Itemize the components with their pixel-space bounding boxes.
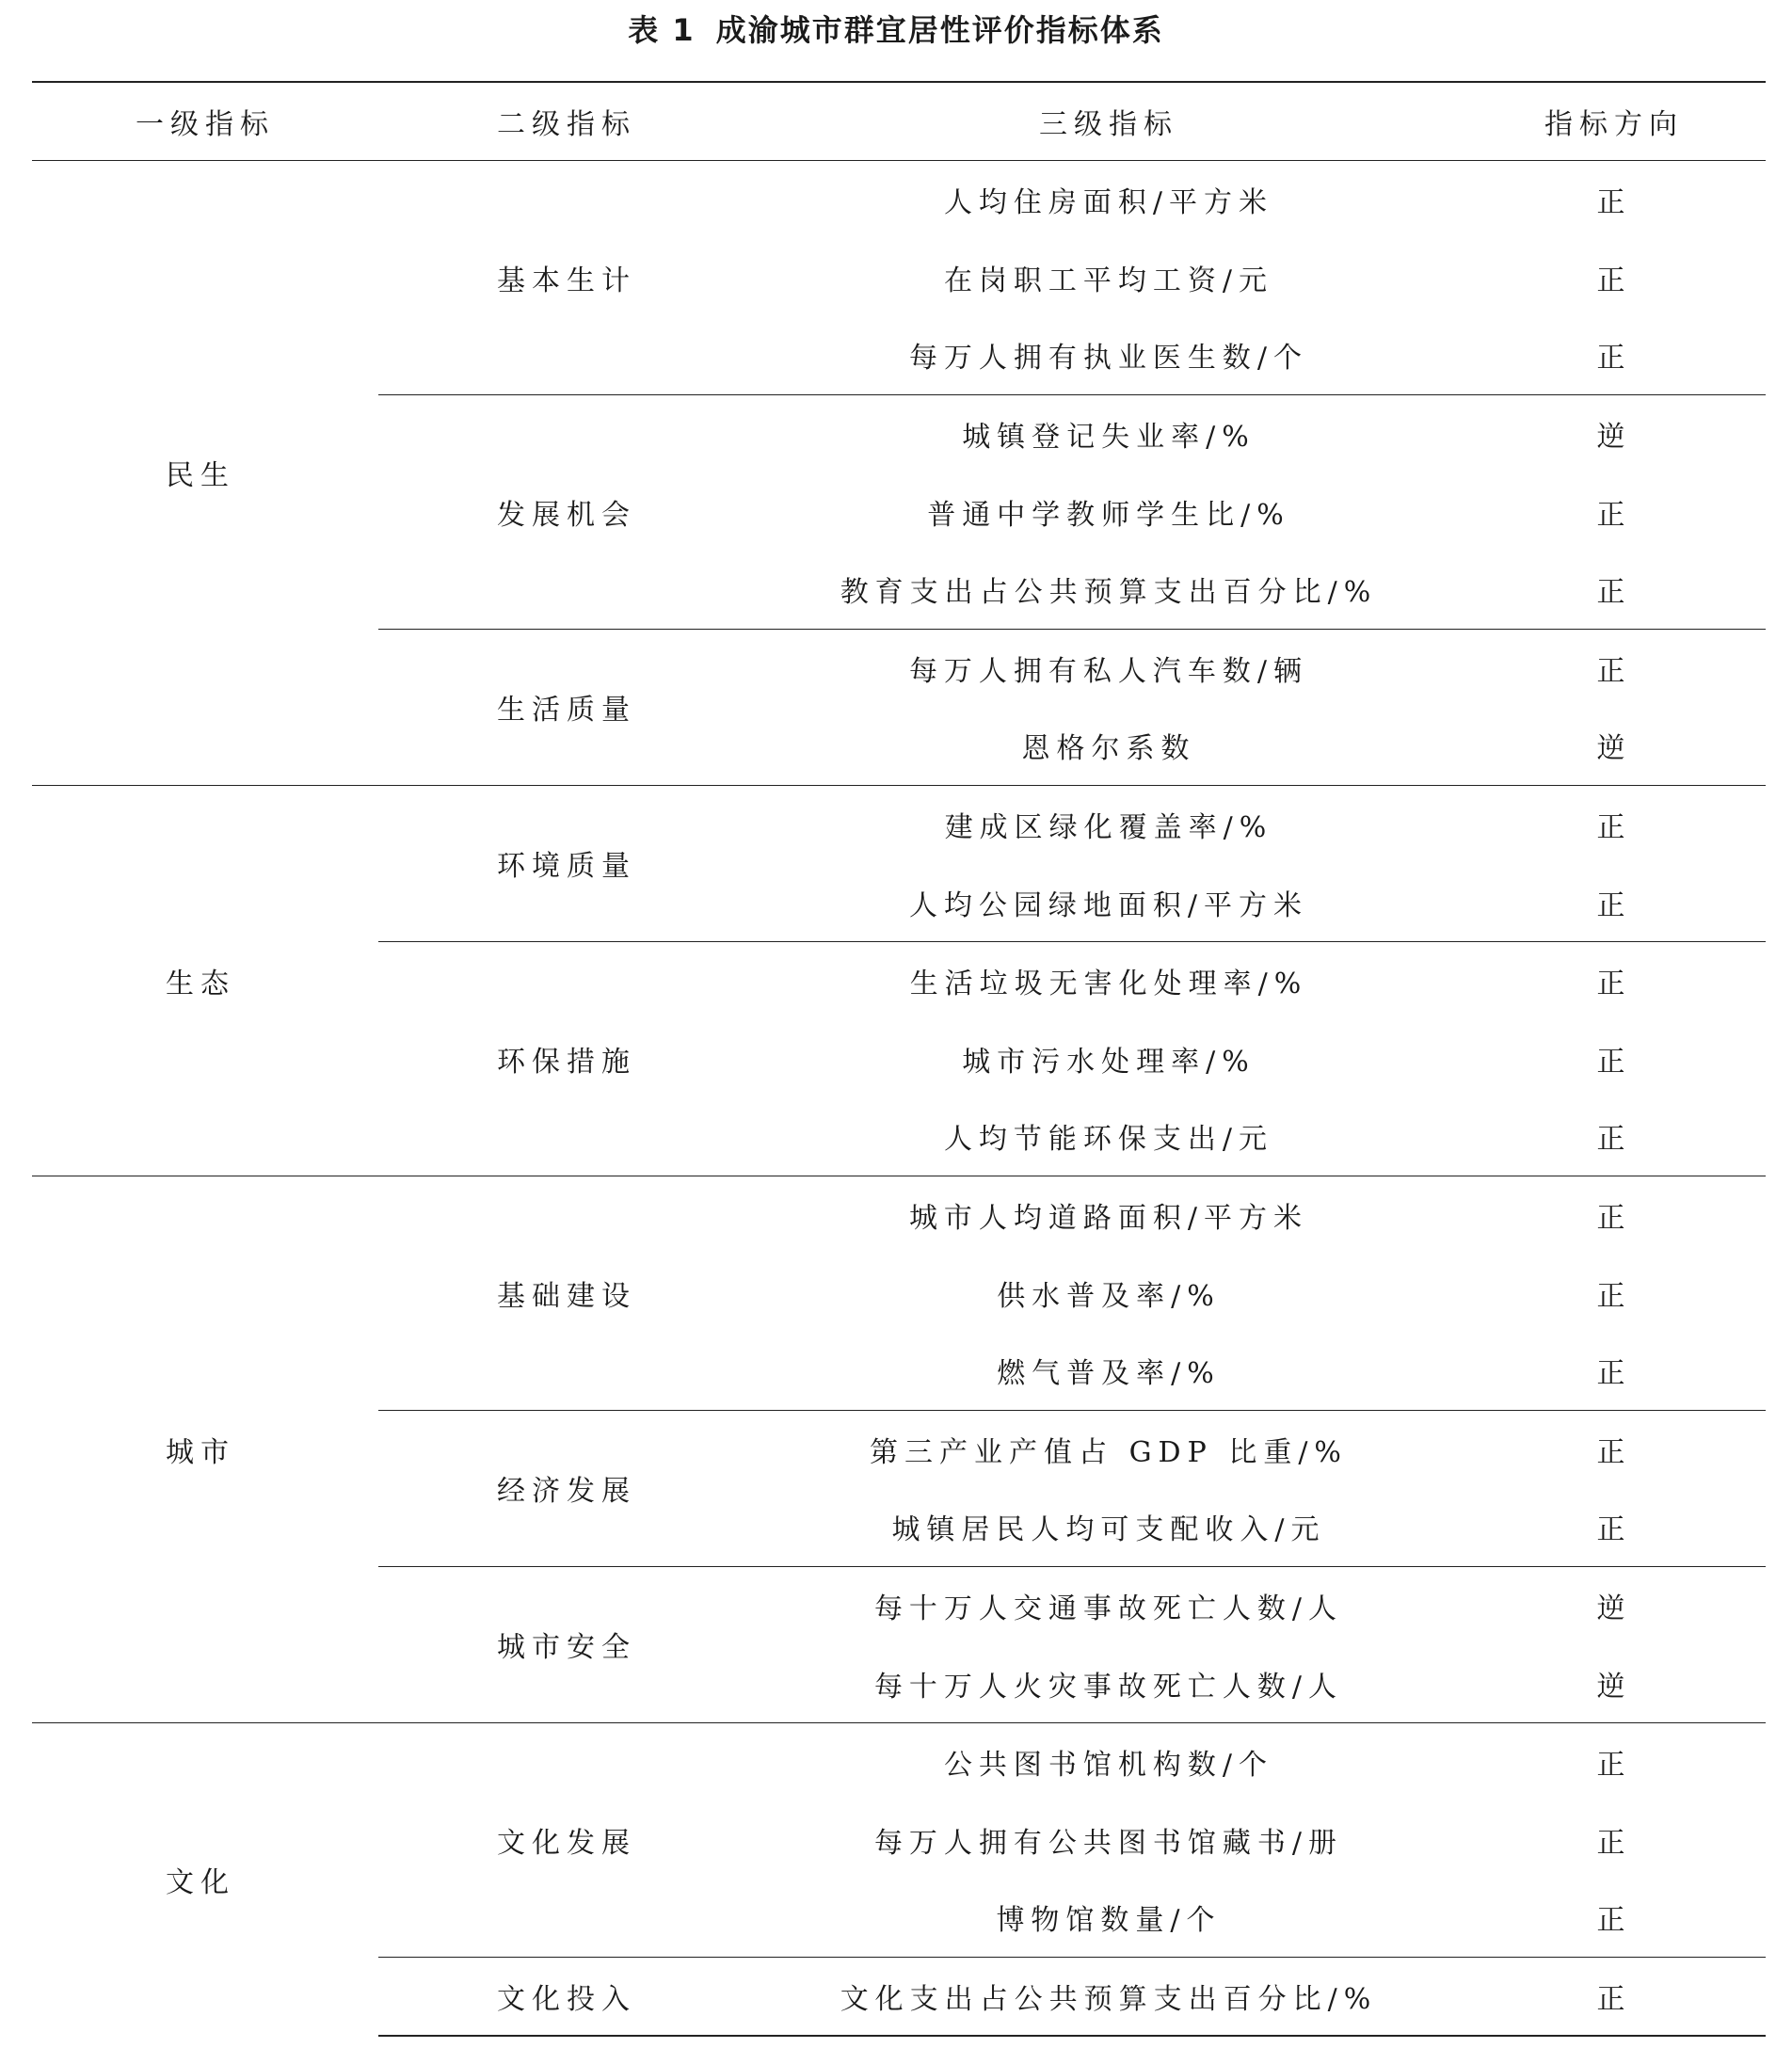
- table-body: [32, 161, 1766, 2037]
- level3-cell: 供水普及率/%: [997, 1279, 1221, 1313]
- level1-cell: 民生: [32, 161, 378, 786]
- table-header: [32, 82, 1766, 161]
- level3-cell: 普通中学教师学生比/%: [927, 498, 1290, 532]
- header-level3: 三级指标: [755, 82, 1463, 161]
- direction-cell: 正: [1596, 1357, 1632, 1391]
- header-direction: 指标方向: [1463, 82, 1766, 161]
- header-level1: 一级指标: [32, 82, 378, 161]
- level3-cell: 每万人拥有执业医生数/个: [908, 342, 1309, 376]
- direction-cell: 正: [1463, 161, 1766, 239]
- level3-cell: 人均节能环保支出/元: [943, 1123, 1274, 1157]
- direction-cell: 正: [1596, 1045, 1632, 1079]
- direction-cell: 逆: [1463, 1566, 1766, 1644]
- level3-cell: 恩格尔系数: [1021, 732, 1196, 766]
- level3-cell: 每十万人火灾事故死亡人数/人: [873, 1670, 1344, 1704]
- table-row: [32, 1176, 1766, 1254]
- header-level2: 二级指标: [378, 82, 755, 161]
- direction-cell: 正: [1596, 498, 1632, 532]
- level3-cell: 城镇登记失业率/%: [755, 394, 1463, 472]
- table-number: 表 1: [628, 12, 696, 48]
- level3-cell: 人均公园绿地面积/平方米: [908, 888, 1309, 922]
- direction-cell: 正: [1596, 1904, 1632, 1938]
- level3-cell: 博物馆数量/个: [996, 1904, 1222, 1938]
- level3-cell: 教育支出占公共预算支出百分比/%: [840, 576, 1378, 610]
- header-row: [32, 82, 1766, 161]
- table-caption: 成渝城市群宜居性评价指标体系: [715, 12, 1164, 48]
- level1-cell: 生态: [32, 785, 378, 1176]
- direction-cell: 正: [1463, 1410, 1766, 1488]
- direction-cell: 正: [1463, 1176, 1766, 1254]
- direction-cell: 正: [1596, 264, 1632, 297]
- direction-cell: 正: [1596, 888, 1632, 922]
- indicator-table: [32, 81, 1766, 2037]
- direction-cell: 正: [1596, 1123, 1632, 1157]
- level1-cell: 城市: [32, 1176, 378, 1722]
- direction-cell: 正: [1463, 1722, 1766, 1800]
- level2-cell: 基本生计: [378, 161, 755, 395]
- direction-cell: 正: [1463, 1957, 1766, 2036]
- level3-cell: 每万人拥有公共图书馆藏书/册: [873, 1826, 1344, 1860]
- direction-cell: 正: [1596, 1279, 1632, 1313]
- table-row: [32, 161, 1766, 239]
- direction-cell: 正: [1596, 1826, 1632, 1860]
- table-title: [0, 8, 1792, 53]
- level2-cell: 生活质量: [378, 629, 755, 785]
- level3-cell: 生活垃圾无害化处理率/%: [755, 941, 1463, 1019]
- level3-cell: 文化支出占公共预算支出百分比/%: [755, 1957, 1463, 2036]
- level2-cell: 经济发展: [378, 1410, 755, 1566]
- direction-cell: 正: [1463, 629, 1766, 707]
- level2-cell: 环境质量: [378, 785, 755, 941]
- level2-cell: 环保措施: [378, 941, 755, 1176]
- direction-cell: 正: [1596, 576, 1632, 610]
- level3-cell: 在岗职工平均工资/元: [943, 264, 1274, 297]
- table-row: [32, 785, 1766, 863]
- level3-cell: 城市人均道路面积/平方米: [755, 1176, 1463, 1254]
- direction-cell: 正: [1463, 785, 1766, 863]
- direction-cell: 逆: [1463, 394, 1766, 472]
- level2-cell: 发展机会: [378, 394, 755, 629]
- level2-cell: 文化投入: [378, 1957, 755, 2036]
- direction-cell: 正: [1596, 1513, 1632, 1547]
- table-row: [32, 1722, 1766, 1800]
- level3-cell: 城市污水处理率/%: [962, 1045, 1256, 1079]
- direction-cell: 正: [1463, 941, 1766, 1019]
- level3-cell: 每万人拥有私人汽车数/辆: [755, 629, 1463, 707]
- level3-cell: 每十万人交通事故死亡人数/人: [755, 1566, 1463, 1644]
- level2-cell: 城市安全: [378, 1566, 755, 1722]
- level3-cell: 建成区绿化覆盖率/%: [755, 785, 1463, 863]
- level3-cell: 燃气普及率/%: [997, 1357, 1221, 1391]
- level2-cell: 基础建设: [378, 1176, 755, 1410]
- direction-cell: 逆: [1596, 732, 1632, 766]
- level3-cell: 城镇居民人均可支配收入/元: [891, 1513, 1326, 1547]
- level3-cell: 人均住房面积/平方米: [755, 161, 1463, 239]
- level3-cell: 公共图书馆机构数/个: [755, 1722, 1463, 1800]
- direction-cell: 逆: [1596, 1670, 1632, 1704]
- level3-cell: 第三产业产值占 GDP 比重/%: [755, 1410, 1463, 1488]
- direction-cell: 正: [1596, 342, 1632, 376]
- level1-cell: 文化: [32, 1722, 378, 2036]
- level2-cell: 文化发展: [378, 1722, 755, 1957]
